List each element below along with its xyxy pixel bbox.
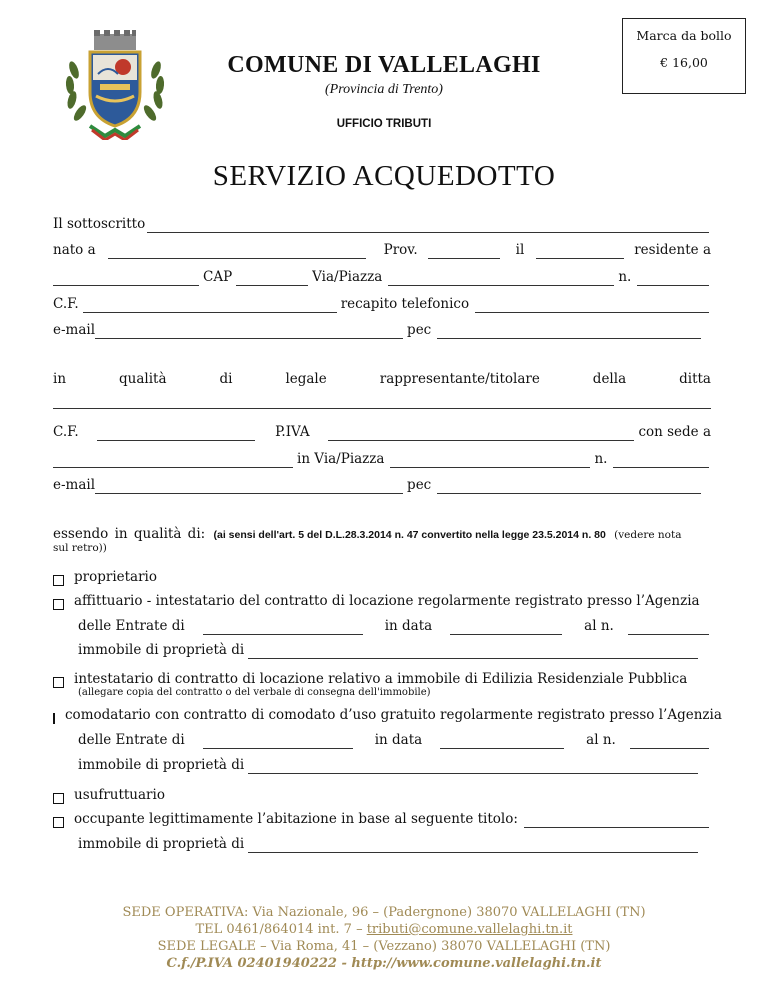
- aff-entrate-label: delle Entrate di: [78, 618, 185, 634]
- ufficio-label: UFFICIO TRIBUTI: [336, 118, 432, 130]
- sottoscritto-field[interactable]: [147, 220, 709, 233]
- com-immobile-label: immobile di proprietà di: [78, 757, 245, 773]
- sede-via-label: in Via/Piazza: [297, 451, 385, 467]
- row-ditta-email: [53, 476, 703, 494]
- essendo-label: essendo in qualità di:: [53, 526, 206, 542]
- cf-label: C.F.: [53, 296, 79, 312]
- sede-via-field[interactable]: [390, 455, 590, 468]
- row-sottoscritto: [53, 215, 711, 233]
- nato-label: nato a: [53, 242, 96, 258]
- di-label: di: [219, 371, 233, 387]
- proprietario-label: proprietario: [74, 569, 157, 585]
- essendo-note: (vedere nota: [614, 529, 682, 541]
- comodatario-label: comodatario con contratto di comodato d’uso gratuito regolarmente registrato presso l’Agenzia: [65, 707, 722, 723]
- ditta-email-field[interactable]: [95, 481, 403, 494]
- option-affittuario[interactable]: [53, 592, 711, 610]
- com-entrate-label: delle Entrate di: [78, 732, 185, 748]
- pec-label: pec: [407, 322, 432, 338]
- com-entrate-field[interactable]: [203, 736, 353, 749]
- essendo-reference: (ai sensi dell'art. 5 del D.L.28.3.2014 n. 47 convertito nella legge 23.5.2014 n. 80: [213, 529, 606, 541]
- footer-email-link[interactable]: tributi@comune.vallelaghi.tn.it: [366, 922, 573, 937]
- aff-n-label: al n.: [584, 618, 614, 634]
- email-field[interactable]: [95, 326, 403, 339]
- piva-field[interactable]: [328, 428, 635, 441]
- row-email: [53, 321, 703, 339]
- stamp-label: Marca da bollo: [636, 28, 732, 43]
- footer-contatti: [0, 921, 768, 938]
- checkbox-erp[interactable]: [53, 677, 64, 688]
- row-qualita: [53, 370, 711, 388]
- com-data-label: in data: [374, 732, 423, 748]
- email-label: e-mail: [53, 322, 96, 338]
- com-n-label: al n.: [586, 732, 616, 748]
- luogo-nascita-field[interactable]: [108, 246, 366, 259]
- row-residenza: [53, 268, 711, 286]
- ditta-cf-label: C.F.: [53, 424, 79, 440]
- via-field[interactable]: [388, 273, 614, 286]
- ditta-label: ditta: [679, 371, 711, 387]
- prov-label: Prov.: [383, 242, 418, 258]
- footer-tel: TEL 0461/864014 int. 7 –: [195, 922, 367, 937]
- option-occupante[interactable]: [53, 810, 711, 828]
- row-piva: [53, 423, 711, 441]
- rappresentante-label: rappresentante/titolare: [379, 371, 540, 387]
- sede-comune-field[interactable]: [53, 455, 293, 468]
- ditta-pec-label: pec: [407, 477, 432, 493]
- com-immobile-field[interactable]: [248, 761, 698, 774]
- legale-label: legale: [285, 371, 327, 387]
- footer-sede-legale: SEDE LEGALE – Via Roma, 41 – (Vezzano) 38070 VALLELAGHI (TN): [157, 939, 611, 954]
- footer: [0, 904, 768, 972]
- piva-label: P.IVA: [275, 424, 310, 440]
- row-comodatario-dati: [78, 731, 711, 749]
- sede-n-label: n.: [594, 451, 608, 467]
- page-title: SERVIZIO ACQUEDOTTO: [212, 160, 556, 192]
- com-n-field[interactable]: [630, 736, 709, 749]
- cf-field[interactable]: [83, 300, 337, 313]
- occupante-titolo-field[interactable]: [524, 815, 709, 828]
- checkbox-usufruttuario[interactable]: [53, 793, 64, 804]
- checkbox-occupante[interactable]: [53, 817, 64, 828]
- prov-field[interactable]: [428, 246, 500, 259]
- option-comodatario[interactable]: [53, 706, 722, 724]
- via-label: Via/Piazza: [312, 269, 383, 285]
- in-label: in: [53, 371, 67, 387]
- checkbox-affittuario[interactable]: [53, 599, 64, 610]
- option-proprietario[interactable]: [53, 568, 711, 586]
- recapito-label: recapito telefonico: [340, 296, 470, 312]
- row-occupante-immobile: [78, 835, 700, 853]
- n-label: n.: [618, 269, 632, 285]
- sede-label: con sede a: [638, 424, 711, 440]
- ditta-pec-field[interactable]: [437, 481, 701, 494]
- erp-label: intestatario di contratto di locazione relativo a immobile di Edilizia Residenziale Pubblica: [74, 671, 688, 687]
- sottoscritto-label: Il sottoscritto: [53, 216, 146, 232]
- row-comodatario-immobile: [78, 756, 700, 774]
- row-ditta: [53, 396, 711, 409]
- occupante-label: occupante legittimamente l’abitazione in base al seguente titolo:: [74, 811, 518, 827]
- aff-immobile-label: immobile di proprietà di: [78, 642, 245, 658]
- row-cf: [53, 295, 711, 313]
- row-affittuario-dati: [78, 617, 711, 635]
- aff-n-field[interactable]: [628, 622, 709, 635]
- aff-data-label: in data: [384, 618, 433, 634]
- footer-sede-operativa: SEDE OPERATIVA: Via Nazionale, 96 – (Padergnone) 38070 VALLELAGHI (TN): [122, 905, 646, 920]
- footer-cf-piva: C.f./P.IVA 02401940222 - http://www.comune.vallelaghi.tn.it: [166, 956, 602, 971]
- cap-field[interactable]: [236, 273, 308, 286]
- checkbox-proprietario[interactable]: [53, 575, 64, 586]
- erp-note: (allegare copia del contratto o del verbale di consegna dell'immobile): [78, 687, 431, 698]
- qualita-label: qualità: [119, 371, 167, 387]
- row-affittuario-immobile: [78, 641, 700, 659]
- il-label: il: [515, 242, 525, 258]
- option-usufruttuario[interactable]: [53, 786, 711, 804]
- usufruttuario-label: usufruttuario: [74, 787, 165, 803]
- occ-immobile-field[interactable]: [248, 840, 698, 853]
- aff-entrate-field[interactable]: [203, 622, 363, 635]
- affittuario-label: affittuario - intestatario del contratto di locazione regolarmente registrato presso l’Agenzia: [74, 593, 700, 609]
- sede-civico-field[interactable]: [613, 455, 709, 468]
- occ-immobile-label: immobile di proprietà di: [78, 836, 245, 852]
- comune-title: COMUNE DI VALLELAGHI: [227, 52, 541, 78]
- pec-field[interactable]: [437, 326, 701, 339]
- aff-immobile-field[interactable]: [248, 646, 698, 659]
- comune-residenza-field[interactable]: [53, 273, 199, 286]
- ditta-email-label: e-mail: [53, 477, 96, 493]
- checkbox-comodatario[interactable]: [53, 713, 55, 724]
- row-nato: [53, 241, 711, 259]
- essendo-block: [53, 526, 713, 543]
- row-sede: [53, 450, 711, 468]
- com-data-field[interactable]: [440, 736, 564, 749]
- option-erp[interactable]: [53, 670, 711, 688]
- stamp-amount: € 16,00: [660, 55, 708, 70]
- data-nascita-field[interactable]: [536, 246, 624, 259]
- essendo-note-2: sul retro)): [53, 542, 107, 554]
- ditta-field[interactable]: [53, 396, 711, 409]
- aff-data-field[interactable]: [450, 622, 562, 635]
- recapito-field[interactable]: [475, 300, 709, 313]
- provincia-subtitle: (Provincia di Trento): [325, 82, 443, 97]
- ditta-cf-field[interactable]: [97, 428, 255, 441]
- residente-label: residente a: [634, 242, 711, 258]
- cap-label: CAP: [203, 269, 233, 285]
- civico-field[interactable]: [637, 273, 709, 286]
- della-label: della: [592, 371, 627, 387]
